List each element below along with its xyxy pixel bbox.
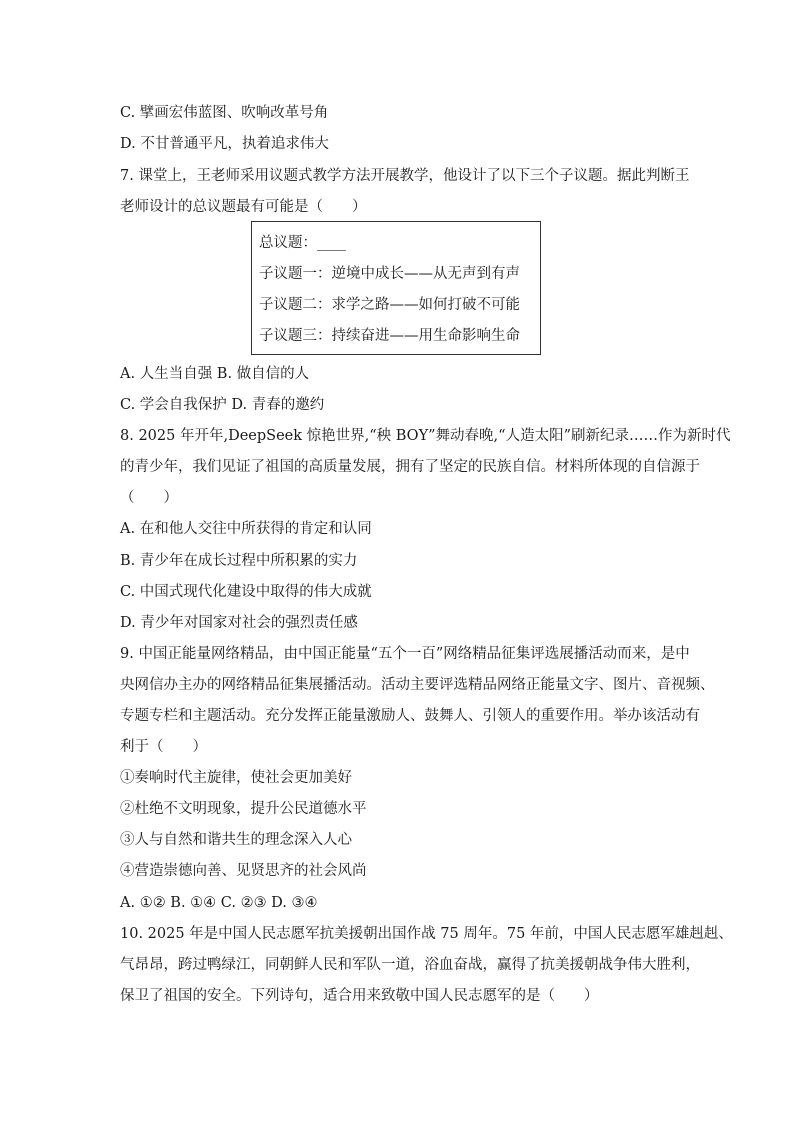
q8-stem-line-1: 8. 2025 年开年,DeepSeek 惊艳世界,“秧 BOY”舞动春晚,“人造太阳”刷新纪录……作为新时代 xyxy=(120,428,731,444)
q7-stem-line-2: 老师设计的总议题最有可能是（ ） xyxy=(120,199,367,215)
q10-stem-line-3: 保卫了祖国的安全。下列诗句，适合用来致敬中国人民志愿军的是（ ） xyxy=(120,988,599,1004)
q6-option-d: D. 不甘普通平凡，执着追求伟大 xyxy=(120,136,329,152)
q10-stem-line-2: 气昂昂，跨过鸭绿江，同朝鲜人民和军队一道，浴血奋战，赢得了抗美援朝战争伟大胜利， xyxy=(120,957,700,973)
q8-stem-line-2: 的青少年，我们见证了祖国的高质量发展，拥有了坚定的民族自信。材料所体现的自信源于 xyxy=(120,459,700,475)
q9-item-3: ③人与自然和谐共生的理念深入人心 xyxy=(120,832,352,848)
q8-option-a: A. 在和他人交往中所获得的肯定和认同 xyxy=(120,521,372,537)
q9-stem-line-3: 专题专栏和主题活动。充分发挥正能量激励人、鼓舞人、引领人的重要作用。举办该活动有 xyxy=(120,708,700,724)
q9-stem-line-1: 9. 中国正能量网络精品，由中国正能量“五个一百”网络精品征集评选展播活动而来，是中 xyxy=(120,646,690,662)
q7-sub-topic-1: 子议题一：逆境中成长——从无声到有声 xyxy=(259,266,520,282)
q9-item-1: ①奏响时代主旋律，使社会更加美好 xyxy=(120,770,352,786)
q9-options: A. ①② B. ①④ C. ②③ D. ③④ xyxy=(120,895,318,911)
q8-option-b: B. 青少年在成长过程中所积累的实力 xyxy=(120,553,358,569)
q9-stem-line-4: 利于（ ） xyxy=(120,739,207,755)
q7-main-topic: 总议题：____ xyxy=(259,235,346,251)
q7-stem-line-1: 7. 课堂上，王老师采用议题式教学方法开展教学，他设计了以下三个子议题。据此判断王 xyxy=(120,168,690,184)
q7-topic-box xyxy=(251,221,541,355)
q9-stem-line-2: 央网信办主办的网络精品征集展播活动。活动主要评选精品网络正能量文字、图片、音视频、 xyxy=(120,677,715,693)
q7-sub-topic-3: 子议题三：持续奋进——用生命影响生命 xyxy=(259,328,520,344)
q10-stem-line-1: 10. 2025 年是中国人民志愿军抗美援朝出国作战 75 周年。75 年前，中国人民志愿军雄赳赳、 xyxy=(120,926,733,942)
q7-sub-topic-2: 子议题二：求学之路——如何打破不可能 xyxy=(259,297,520,313)
q8-stem-line-3: （ ） xyxy=(120,490,178,506)
q8-option-d: D. 青少年对国家对社会的强烈责任感 xyxy=(120,615,358,631)
q7-options-cd: C. 学会自我保护 D. 青春的邀约 xyxy=(120,397,325,413)
q8-option-c: C. 中国式现代化建设中取得的伟大成就 xyxy=(120,584,372,600)
q6-option-c: C. 擘画宏伟蓝图、吹响改革号角 xyxy=(120,105,329,121)
q7-options-ab: A. 人生当自强 B. 做自信的人 xyxy=(120,366,310,382)
q9-item-2: ②杜绝不文明现象，提升公民道德水平 xyxy=(120,801,367,817)
q9-item-4: ④营造崇德向善、见贤思齐的社会风尚 xyxy=(120,863,367,879)
